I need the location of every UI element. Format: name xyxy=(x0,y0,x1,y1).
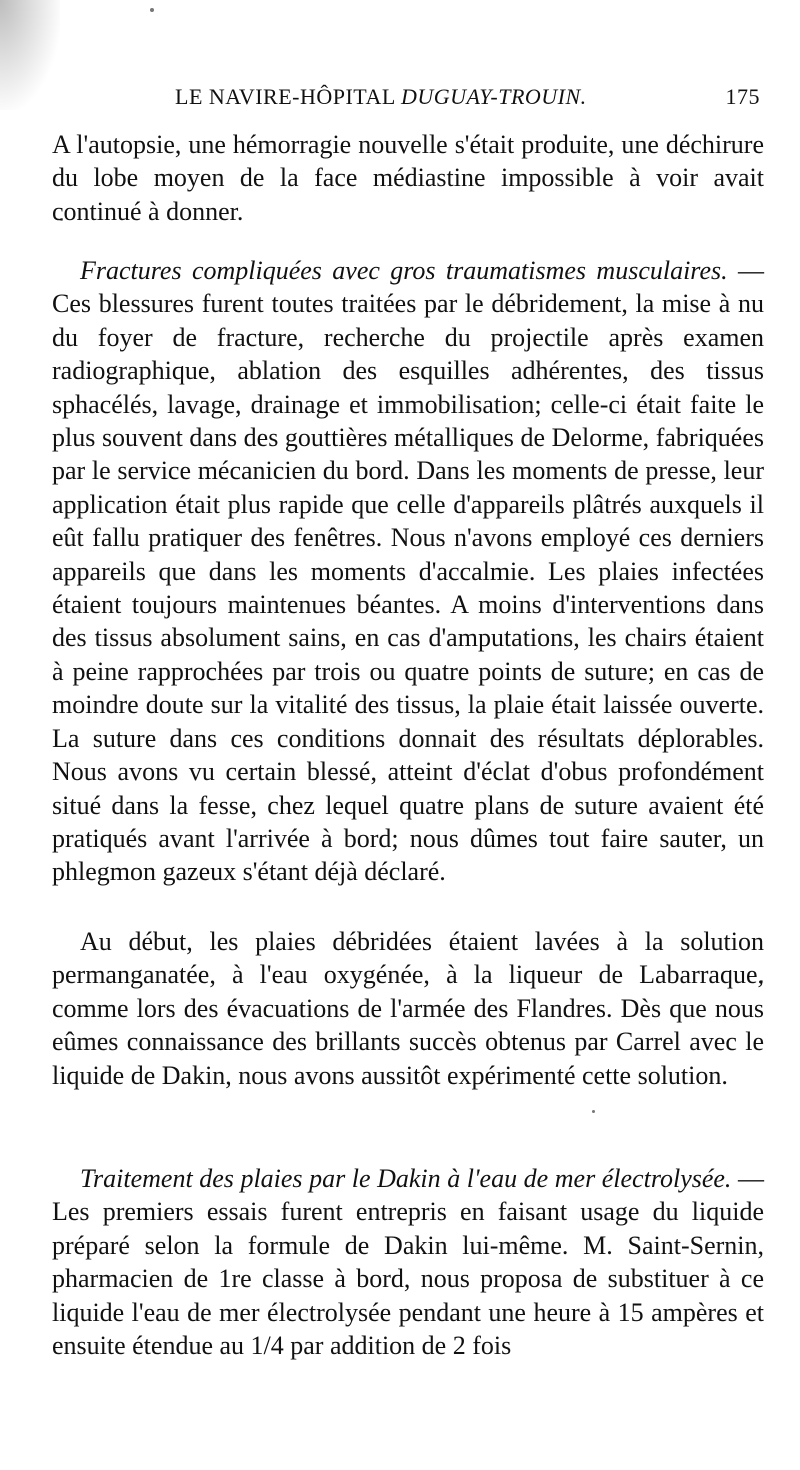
paragraph-body xyxy=(52,1162,764,1362)
paragraph-fractures xyxy=(52,254,764,889)
running-title-ship-name: DUGUAY-TROUIN. xyxy=(401,84,587,109)
paragraph-text: — Ces blessures furent toutes traitées par le débridement, la mise à nu du foyer de fracture, recherche du projectile après examen radiographique, ablation des esquilles adhérentes, des tissus sphacélés, lavage, drainage et immobilisation; celle-ci était faite le plus souvent dans des gouttières métalliques de Delorme, fabriquées par le service mécanicien du bord. Dans les moments de presse, leur application était plus rapide que celle d'appareils plâtrés auxquels il eût fallu pratiquer des fenêtres. Nous n'avons employé ces derniers appareils que dans les moments d'accalmie. Les plaies infectées étaient toujours maintenues béantes. A moins d'interventions dans des tissus absolument sains, en cas d'amputations, les chairs étaient à peine rapprochées par trois ou quatre points de suture; en cas de moindre doute sur la vitalité des tissus, la plaie était laissée ouverte. La suture dans ces conditions donnait des résultats déplorables. Nous avons vu certain blessé, atteint d'éclat d'obus profondément situé dans la fesse, chez lequel quatre plans de suture avaient été pratiqués avant l'arrivée à bord; nous dûmes tout faire sauter, un phlegmon gazeux s'étant déjà déclaré. xyxy=(52,256,764,887)
paragraph-dakin-treatment xyxy=(52,1162,764,1362)
paragraph-text: A l'autopsie, une hémorragie nouvelle s'était produite, une déchirure du lobe moyen de la face médiastine impossible à voir avait continué à donner. xyxy=(52,130,764,226)
paragraph-body xyxy=(52,254,764,889)
page-number: 175 xyxy=(725,84,760,109)
section-title-fractures: Fractures compliquées avec gros traumatismes musculaires. xyxy=(80,256,728,285)
scan-shadow xyxy=(0,0,60,110)
paragraph-early-treatment xyxy=(52,925,764,1092)
running-title xyxy=(175,84,587,110)
running-title-prefix: LE NAVIRE-HÔPITAL xyxy=(175,84,395,109)
ink-speck xyxy=(150,8,154,12)
paragraph-text: — Les premiers essais furent entrepris en faisant usage du liquide préparé selon la formule de Dakin lui-même. M. Saint-Sernin, pharmacien de 1re classe à bord, nous proposa de substituer à ce liquide l'eau de mer électrolysée pendant une heure à 15 ampères et ensuite étendue au 1/4 par addition de 2 fois xyxy=(52,1164,764,1361)
section-title-dakin: Traitement des plaies par le Dakin à l'eau de mer électrolysée. xyxy=(80,1164,732,1193)
running-header xyxy=(175,84,760,114)
paragraph-text: Au début, les plaies débridées étaient lavées à la solution permanganatée, à l'eau oxygénée, à la liqueur de Labarraque, comme lors des évacuations de l'armée des Flandres. Dès que nous eûmes connaissance des brillants succès obtenus par Carrel avec le liquide de Dakin, nous avons aussitôt expérimenté cette solution. xyxy=(52,927,764,1090)
paragraph-autopsy xyxy=(52,128,764,228)
ink-speck xyxy=(592,1110,595,1113)
